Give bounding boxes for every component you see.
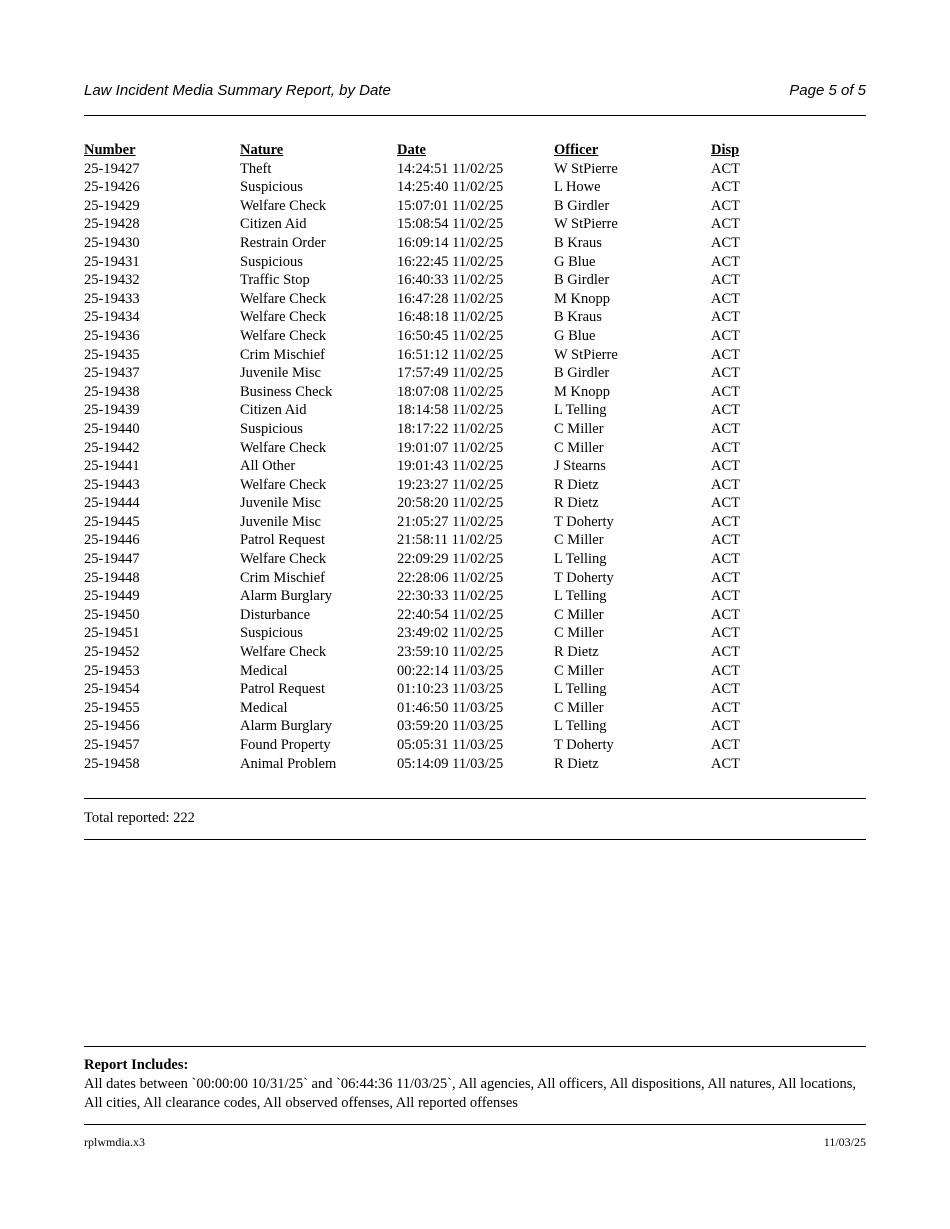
incident-nature: Juvenile Misc bbox=[240, 495, 321, 512]
table-row bbox=[84, 178, 771, 197]
table-row bbox=[84, 587, 771, 606]
incident-number: 25-19457 bbox=[84, 737, 140, 753]
report-includes-text: All dates between `00:00:00 10/31/25` and `06:44:36 11/03/25`, All agencies, All officers, All dispositions, All natures, All locations, All cities, All clearance codes, All observed offenses, All reported offenses bbox=[84, 1076, 857, 1111]
table-row bbox=[84, 327, 771, 346]
includes-divider bbox=[84, 1046, 866, 1047]
table-row bbox=[84, 457, 771, 476]
incident-officer: M Knopp bbox=[554, 383, 610, 400]
incident-number: 25-19445 bbox=[84, 513, 140, 530]
incident-date: 22:40:54 11/02/25 bbox=[397, 606, 504, 623]
table-row bbox=[84, 624, 771, 643]
incident-date: 23:59:10 11/02/25 bbox=[397, 644, 504, 661]
incident-nature: Welfare Check bbox=[240, 644, 327, 661]
incident-number: 25-19452 bbox=[84, 644, 140, 661]
incident-number: 25-19437 bbox=[84, 365, 140, 382]
incident-disp: ACT bbox=[711, 737, 740, 753]
incident-date: 16:51:12 11/02/25 bbox=[397, 346, 504, 363]
total-reported: Total reported: 222 bbox=[84, 810, 195, 826]
incident-nature: Welfare Check bbox=[240, 290, 327, 307]
table-row bbox=[84, 531, 771, 550]
incident-officer: C Miller bbox=[554, 606, 604, 623]
incident-number: 25-19439 bbox=[84, 402, 140, 419]
incident-nature: Disturbance bbox=[240, 606, 311, 623]
incident-number: 25-19428 bbox=[84, 216, 140, 233]
incident-disp: ACT bbox=[711, 309, 740, 326]
incident-nature: Medical bbox=[240, 662, 288, 679]
incident-disp: ACT bbox=[711, 755, 740, 772]
incident-disp: ACT bbox=[711, 383, 740, 400]
incident-date: 23:49:02 11/02/25 bbox=[397, 625, 504, 642]
incident-officer: C Miller bbox=[554, 625, 604, 642]
column-header-nature: Nature bbox=[240, 142, 284, 158]
incident-disp: ACT bbox=[711, 234, 740, 251]
incident-number: 25-19447 bbox=[84, 551, 140, 568]
table-row bbox=[84, 606, 771, 625]
incident-date: 03:59:20 11/03/25 bbox=[397, 718, 504, 735]
incident-date: 00:22:14 11/03/25 bbox=[397, 662, 504, 679]
incident-number: 25-19444 bbox=[84, 495, 140, 512]
incident-disp: ACT bbox=[711, 346, 740, 363]
incident-nature: Crim Mischief bbox=[240, 346, 325, 363]
incident-date: 22:30:33 11/02/25 bbox=[397, 588, 504, 605]
incident-number: 25-19438 bbox=[84, 383, 140, 400]
incident-nature: Welfare Check bbox=[240, 476, 327, 493]
incident-officer: L Telling bbox=[554, 402, 607, 419]
incident-nature: Juvenile Misc bbox=[240, 513, 321, 530]
table-row bbox=[84, 234, 771, 253]
incident-number: 25-19434 bbox=[84, 309, 140, 326]
incident-officer: C Miller bbox=[554, 699, 604, 716]
incident-date: 16:48:18 11/02/25 bbox=[397, 309, 504, 326]
incident-officer: T Doherty bbox=[554, 569, 614, 586]
incident-disp: ACT bbox=[711, 327, 740, 344]
incident-officer: R Dietz bbox=[554, 495, 599, 512]
incident-number: 25-19443 bbox=[84, 476, 140, 493]
table-row bbox=[84, 662, 771, 681]
incident-number: 25-19458 bbox=[84, 755, 140, 772]
incident-number: 25-19453 bbox=[84, 662, 140, 679]
incident-nature: Crim Mischief bbox=[240, 569, 325, 586]
incident-number: 25-19435 bbox=[84, 346, 140, 363]
incident-number: 25-19450 bbox=[84, 606, 140, 623]
incident-nature: Alarm Burglary bbox=[240, 588, 332, 605]
incident-officer: C Miller bbox=[554, 420, 604, 437]
incident-number: 25-19442 bbox=[84, 439, 140, 456]
incident-date: 01:46:50 11/03/25 bbox=[397, 699, 504, 716]
incident-disp: ACT bbox=[711, 402, 740, 419]
footer-divider bbox=[84, 1124, 866, 1125]
incident-number: 25-19426 bbox=[84, 179, 140, 196]
incident-officer: C Miller bbox=[554, 662, 604, 679]
incident-number: 25-19454 bbox=[84, 681, 140, 698]
incident-number: 25-19446 bbox=[84, 532, 140, 549]
incident-number: 25-19441 bbox=[84, 458, 140, 475]
incident-disp: ACT bbox=[711, 420, 740, 437]
table-row bbox=[84, 346, 771, 365]
total-bottom-divider bbox=[84, 839, 866, 840]
incident-nature: Theft bbox=[240, 160, 272, 177]
incident-disp: ACT bbox=[711, 216, 740, 233]
incident-officer: C Miller bbox=[554, 439, 604, 456]
incident-date: 18:14:58 11/02/25 bbox=[397, 402, 504, 419]
table-row bbox=[84, 253, 771, 272]
incident-nature: Citizen Aid bbox=[240, 402, 307, 419]
incident-disp: ACT bbox=[711, 476, 740, 493]
incident-disp: ACT bbox=[711, 662, 740, 679]
incident-number: 25-19430 bbox=[84, 234, 140, 251]
total-top-divider bbox=[84, 798, 866, 799]
incident-date: 21:05:27 11/02/25 bbox=[397, 513, 504, 530]
page-number: Page 5 of 5 bbox=[789, 82, 866, 99]
table-row bbox=[84, 383, 771, 402]
incident-nature: Welfare Check bbox=[240, 197, 327, 214]
incident-nature: All Other bbox=[240, 458, 296, 475]
table-row bbox=[84, 308, 771, 327]
incident-disp: ACT bbox=[711, 625, 740, 642]
incident-number: 25-19451 bbox=[84, 625, 140, 642]
incident-nature: Citizen Aid bbox=[240, 216, 307, 233]
incident-disp: ACT bbox=[711, 272, 740, 289]
incident-date: 18:07:08 11/02/25 bbox=[397, 383, 504, 400]
table-row bbox=[84, 643, 771, 662]
incident-disp: ACT bbox=[711, 681, 740, 698]
incident-number: 25-19455 bbox=[84, 699, 140, 716]
table-body bbox=[84, 160, 771, 774]
table-row bbox=[84, 569, 771, 588]
incident-nature: Suspicious bbox=[240, 179, 303, 196]
incident-date: 15:07:01 11/02/25 bbox=[397, 197, 504, 214]
incident-officer: C Miller bbox=[554, 532, 604, 549]
incident-disp: ACT bbox=[711, 290, 740, 307]
incident-disp: ACT bbox=[711, 718, 740, 735]
incident-table bbox=[84, 141, 771, 773]
report-includes bbox=[84, 1056, 874, 1113]
incident-officer: B Kraus bbox=[554, 234, 602, 251]
incident-officer: L Telling bbox=[554, 551, 607, 568]
incident-disp: ACT bbox=[711, 439, 740, 456]
incident-nature: Animal Problem bbox=[240, 755, 337, 772]
incident-disp: ACT bbox=[711, 160, 740, 177]
table-row bbox=[84, 364, 771, 383]
incident-nature: Suspicious bbox=[240, 253, 303, 270]
incident-nature: Alarm Burglary bbox=[240, 718, 332, 735]
header-divider bbox=[84, 115, 866, 116]
incident-disp: ACT bbox=[711, 253, 740, 270]
report-includes-title: Report Includes: bbox=[84, 1057, 189, 1073]
table-row bbox=[84, 215, 771, 234]
incident-date: 19:01:43 11/02/25 bbox=[397, 458, 504, 475]
incident-nature: Medical bbox=[240, 699, 288, 716]
incident-date: 16:09:14 11/02/25 bbox=[397, 234, 504, 251]
incident-date: 15:08:54 11/02/25 bbox=[397, 216, 504, 233]
table-row bbox=[84, 271, 771, 290]
incident-officer: B Girdler bbox=[554, 365, 610, 382]
incident-number: 25-19431 bbox=[84, 253, 140, 270]
incident-number: 25-19440 bbox=[84, 420, 140, 437]
incident-disp: ACT bbox=[711, 495, 740, 512]
incident-nature: Welfare Check bbox=[240, 439, 327, 456]
incident-officer: L Telling bbox=[554, 588, 607, 605]
incident-number: 25-19449 bbox=[84, 588, 140, 605]
incident-number: 25-19427 bbox=[84, 160, 140, 177]
incident-officer: R Dietz bbox=[554, 755, 599, 772]
incident-officer: L Howe bbox=[554, 179, 601, 196]
incident-disp: ACT bbox=[711, 569, 740, 586]
incident-nature: Restrain Order bbox=[240, 234, 326, 251]
incident-date: 21:58:11 11/02/25 bbox=[397, 532, 503, 549]
incident-nature: Patrol Request bbox=[240, 532, 325, 549]
column-header-date: Date bbox=[397, 142, 426, 158]
incident-nature: Juvenile Misc bbox=[240, 365, 321, 382]
incident-nature: Suspicious bbox=[240, 625, 303, 642]
incident-date: 19:23:27 11/02/25 bbox=[397, 476, 504, 493]
incident-date: 16:47:28 11/02/25 bbox=[397, 290, 504, 307]
incident-officer: T Doherty bbox=[554, 737, 614, 753]
incident-disp: ACT bbox=[711, 551, 740, 568]
table-row bbox=[84, 494, 771, 513]
incident-number: 25-19448 bbox=[84, 569, 140, 586]
incident-date: 18:17:22 11/02/25 bbox=[397, 420, 504, 437]
incident-disp: ACT bbox=[711, 532, 740, 549]
incident-disp: ACT bbox=[711, 458, 740, 475]
incident-officer: M Knopp bbox=[554, 290, 610, 307]
incident-number: 25-19432 bbox=[84, 272, 140, 289]
table-row bbox=[84, 755, 771, 774]
incident-officer: L Telling bbox=[554, 681, 607, 698]
incident-date: 14:25:40 11/02/25 bbox=[397, 179, 504, 196]
table-row bbox=[84, 476, 771, 495]
incident-officer: R Dietz bbox=[554, 644, 599, 661]
incident-officer: G Blue bbox=[554, 253, 596, 270]
table-row bbox=[84, 197, 771, 216]
incident-number: 25-19456 bbox=[84, 718, 140, 735]
incident-officer: T Doherty bbox=[554, 513, 614, 530]
incident-nature: Welfare Check bbox=[240, 327, 327, 344]
incident-date: 01:10:23 11/03/25 bbox=[397, 681, 504, 698]
incident-officer: G Blue bbox=[554, 327, 596, 344]
incident-disp: ACT bbox=[711, 513, 740, 530]
incident-officer: B Girdler bbox=[554, 197, 610, 214]
incident-nature: Traffic Stop bbox=[240, 272, 310, 289]
table-row bbox=[84, 439, 771, 458]
incident-disp: ACT bbox=[711, 365, 740, 382]
incident-date: 05:05:31 11/03/25 bbox=[397, 737, 504, 753]
table-row bbox=[84, 736, 771, 755]
print-date: 11/03/25 bbox=[823, 1135, 866, 1149]
report-file-name: rplwmdia.x3 bbox=[84, 1135, 145, 1149]
incident-nature: Suspicious bbox=[240, 420, 303, 437]
table-row bbox=[84, 420, 771, 439]
incident-officer: R Dietz bbox=[554, 476, 599, 493]
incident-disp: ACT bbox=[711, 588, 740, 605]
incident-date: 19:01:07 11/02/25 bbox=[397, 439, 504, 456]
table-row bbox=[84, 680, 771, 699]
column-header-number: Number bbox=[84, 142, 136, 158]
incident-date: 17:57:49 11/02/25 bbox=[397, 365, 504, 382]
table-row bbox=[84, 699, 771, 718]
incident-disp: ACT bbox=[711, 644, 740, 661]
incident-officer: W StPierre bbox=[554, 160, 618, 177]
column-header-officer: Officer bbox=[554, 142, 599, 158]
table-header-row bbox=[84, 141, 771, 160]
incident-date: 20:58:20 11/02/25 bbox=[397, 495, 504, 512]
incident-disp: ACT bbox=[711, 197, 740, 214]
incident-nature: Patrol Request bbox=[240, 681, 325, 698]
table-row bbox=[84, 401, 771, 420]
incident-officer: W StPierre bbox=[554, 216, 618, 233]
incident-officer: B Kraus bbox=[554, 309, 602, 326]
table-row bbox=[84, 160, 771, 179]
incident-date: 14:24:51 11/02/25 bbox=[397, 160, 504, 177]
incident-officer: L Telling bbox=[554, 718, 607, 735]
incident-date: 05:14:09 11/03/25 bbox=[397, 755, 504, 772]
report-header bbox=[84, 82, 866, 100]
incident-date: 16:50:45 11/02/25 bbox=[397, 327, 504, 344]
table-row bbox=[84, 513, 771, 532]
incident-officer: J Stearns bbox=[554, 458, 606, 475]
incident-nature: Found Property bbox=[240, 737, 331, 753]
incident-disp: ACT bbox=[711, 699, 740, 716]
column-header-disp: Disp bbox=[711, 142, 740, 158]
incident-date: 16:40:33 11/02/25 bbox=[397, 272, 504, 289]
incident-number: 25-19436 bbox=[84, 327, 140, 344]
incident-date: 22:28:06 11/02/25 bbox=[397, 569, 504, 586]
incident-number: 25-19433 bbox=[84, 290, 140, 307]
page-footer bbox=[84, 1134, 866, 1150]
incident-disp: ACT bbox=[711, 606, 740, 623]
incident-date: 16:22:45 11/02/25 bbox=[397, 253, 504, 270]
incident-number: 25-19429 bbox=[84, 197, 140, 214]
incident-date: 22:09:29 11/02/25 bbox=[397, 551, 504, 568]
incident-disp: ACT bbox=[711, 179, 740, 196]
table-row bbox=[84, 550, 771, 569]
table-row bbox=[84, 717, 771, 736]
report-title: Law Incident Media Summary Report, by Date bbox=[84, 82, 391, 99]
incident-nature: Business Check bbox=[240, 383, 333, 400]
incident-nature: Welfare Check bbox=[240, 309, 327, 326]
incident-officer: W StPierre bbox=[554, 346, 618, 363]
table-row bbox=[84, 290, 771, 309]
incident-officer: B Girdler bbox=[554, 272, 610, 289]
incident-nature: Welfare Check bbox=[240, 551, 327, 568]
